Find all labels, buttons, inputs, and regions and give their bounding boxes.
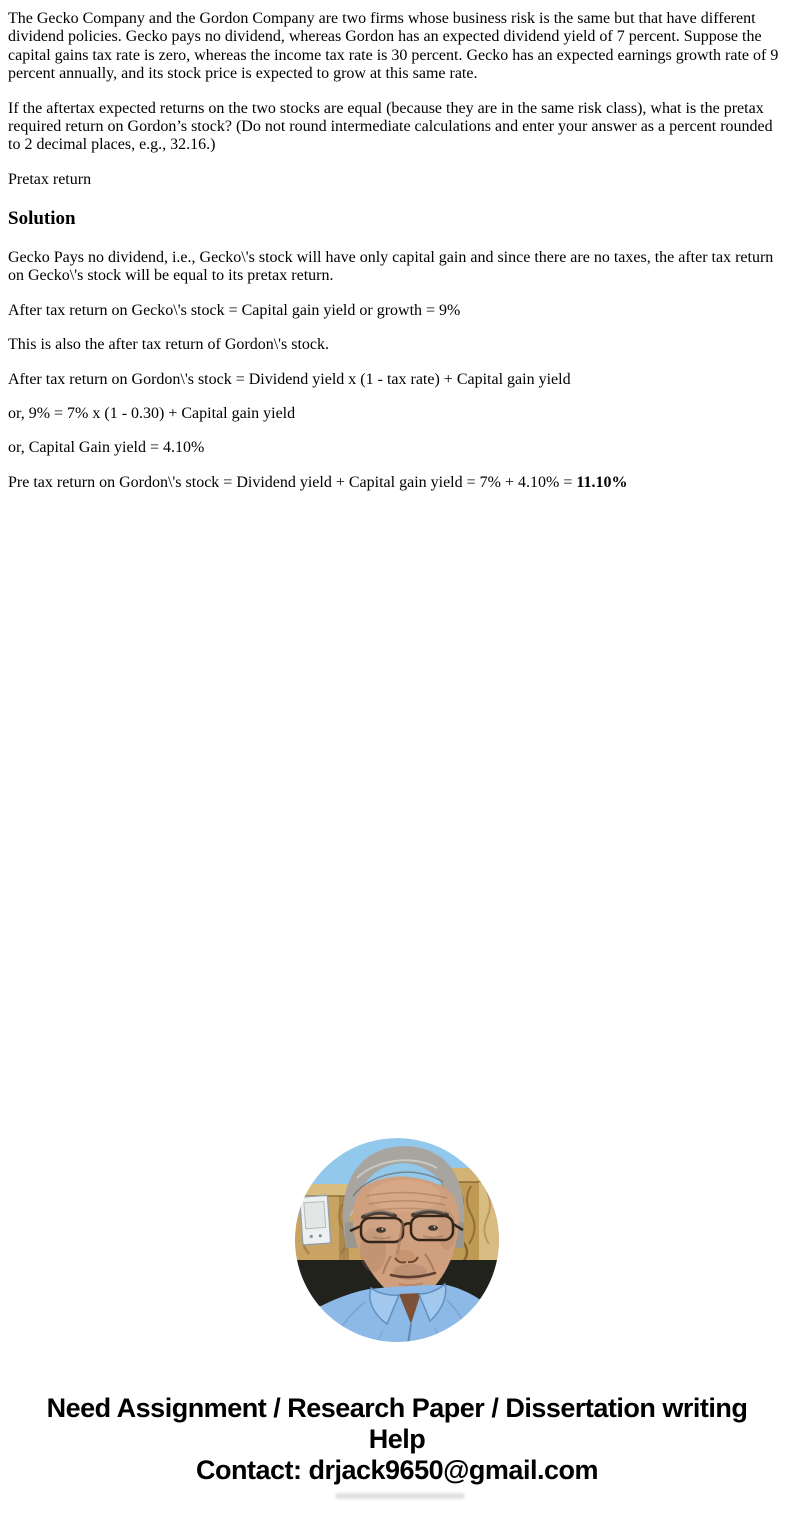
solution-paragraph-6: or, Capital Gain yield = 4.10% [8, 439, 205, 457]
solution-section [8, 249, 786, 492]
question-section [8, 10, 786, 189]
solution-heading: Solution [8, 208, 76, 230]
solution-paragraph-1: Gecko Pays no dividend, i.e., Gecko\'s stock will have only capital gain and since there are no taxes, the after tax return on Gecko\'s stock will be equal to its pretax return. [8, 248, 774, 285]
question-paragraph-1: The Gecko Company and the Gordon Company are two firms whose business risk is the same but that have different dividend policies. Gecko pays no dividend, whereas Gordon has an expected dividend yield of 7 percent. Suppose the capital gains tax rate is zero, whereas the income tax rate is 30 percent. Gecko has an expected earnings growth rate of 9 percent annually, and its stock price is expected to grow at this same rate. [8, 10, 779, 83]
promo-text: Need Assignment / Research Paper / Dissertation writing Help [46, 1393, 748, 1455]
pretax-return-label: Pretax return [8, 170, 92, 188]
question-paragraph-2: If the aftertax expected returns on the two stocks are equal (because they are in the same risk class), what is the pretax required return on Gordon’s stock? (Do not round intermediate calculations and enter your answer as a percent rounded to 2 decimal places, e.g., 32.16.) [8, 99, 773, 154]
tutor-avatar-illustration [295, 1138, 499, 1342]
contact-text: Contact: drjack9650@gmail.com [196, 1455, 598, 1486]
solution-paragraph-4: After tax return on Gordon\'s stock = Dividend yield x (1 - tax rate) + Capital gain yield [8, 370, 571, 388]
solution-paragraph-3: This is also the after tax return of Gordon\'s stock. [8, 336, 330, 354]
tutor-avatar [295, 1138, 499, 1342]
final-answer-value: 11.10% [576, 473, 628, 491]
content [8, 10, 786, 1486]
final-answer-prefix: Pre tax return on Gordon\'s stock = Dividend yield + Capital gain yield = 7% + 4.10% = [8, 473, 577, 491]
promo-footer [15, 1393, 779, 1486]
faded-watermark [335, 1493, 465, 1499]
final-answer-line [8, 474, 786, 492]
avatar-wall-panel [300, 1195, 331, 1245]
solution-paragraph-2: After tax return on Gecko\'s stock = Capital gain yield or growth = 9% [8, 301, 461, 319]
solution-paragraph-5: or, 9% = 7% x (1 - 0.30) + Capital gain yield [8, 404, 296, 422]
